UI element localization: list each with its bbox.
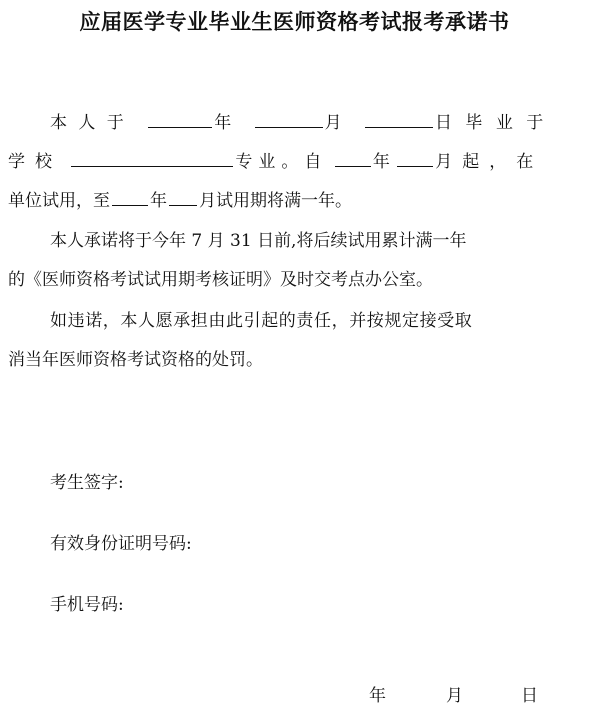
start-year-blank[interactable] — [335, 149, 371, 167]
pledge-text: 本 人 于 — [50, 113, 127, 133]
graduation-day-blank[interactable] — [365, 110, 433, 128]
document-title: 应届医学专业毕业生医师资格考试报考承诺书 — [79, 10, 510, 34]
start-month-label: 月起，在 — [435, 152, 544, 172]
pledge-line-2 — [8, 149, 568, 173]
start-month-blank[interactable] — [397, 149, 433, 167]
date-year-label: 年 — [369, 686, 386, 706]
pledge-line-6: 如违诺，本人愿承担由此引起的责任，并按规定接受取 — [50, 311, 473, 331]
end-year-blank[interactable] — [112, 188, 148, 206]
pledge-line-1 — [50, 110, 560, 134]
end-month-label: 月试用期将满一年。 — [199, 191, 352, 211]
major-blank[interactable] — [71, 149, 233, 167]
pledge-line-5: 的《医师资格考试试用期考核证明》及时交考点办公室。 — [8, 270, 433, 290]
major-label: 专业。自 — [235, 152, 328, 172]
graduation-year-blank[interactable] — [148, 110, 212, 128]
month-label: 月 — [324, 113, 342, 133]
signature-field-label: 考生签字: — [50, 473, 124, 493]
pledge-line-4: 本人承诺将于今年 7 月 31 日前,将后续试用累计满一年 — [50, 231, 467, 251]
date-day-label: 日 — [521, 686, 538, 706]
pledge-line-7: 消当年医师资格考试资格的处罚。 — [8, 350, 263, 370]
id-number-field-label: 有效身份证明号码: — [50, 534, 192, 554]
date-month-label: 月 — [446, 686, 463, 706]
trial-unit-label: 单位试用，至 — [8, 191, 110, 211]
school-label: 学校 — [8, 152, 62, 172]
end-year-label: 年 — [150, 191, 167, 211]
graduated-from-label: 日 毕 业 于 — [435, 113, 548, 133]
graduation-month-blank[interactable] — [255, 110, 323, 128]
start-year-label: 年 — [372, 152, 390, 172]
year-label: 年 — [214, 113, 232, 133]
end-month-blank[interactable] — [169, 188, 197, 206]
pledge-line-3 — [8, 188, 568, 212]
phone-field-label: 手机号码: — [50, 595, 124, 615]
